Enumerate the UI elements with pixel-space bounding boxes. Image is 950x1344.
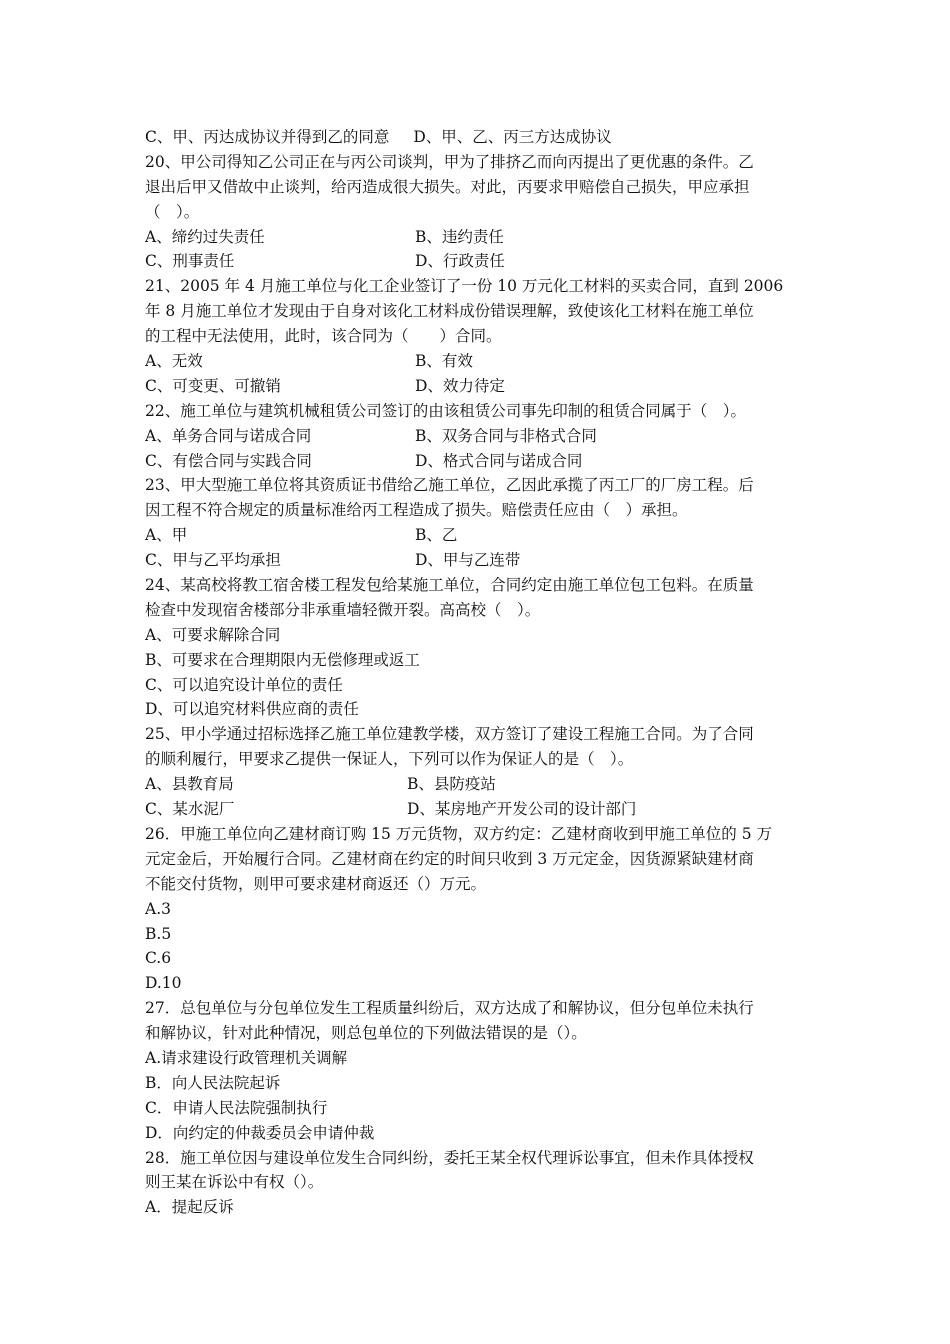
option-b: B．向人民法院起诉: [145, 1073, 281, 1092]
option-d: D、某房地产开发公司的设计部门: [407, 800, 637, 819]
question-27-stem-line: 27．总包单位与分包单位发生工程质量纠纷后，双方达成了和解协议，但分包单位未执行: [145, 999, 754, 1018]
option-d: D、甲与乙连带: [415, 551, 521, 570]
question-list: [145, 125, 810, 1220]
question-26-stem-line: 26．甲施工单位向乙建材商订购 15 万元货物，双方约定：乙建材商收到甲施工单位的 5 万: [145, 824, 773, 843]
option-c: C、甲与乙平均承担: [145, 551, 281, 570]
option-b: B、违约责任: [415, 227, 504, 246]
option-d: D.10: [145, 974, 182, 993]
options-row: [145, 374, 810, 399]
option-b: B、乙: [415, 526, 458, 545]
option-c: C、刑事责任: [145, 252, 235, 271]
options-row: [145, 449, 810, 474]
option-d: D、效力待定: [415, 376, 505, 395]
options-row: [145, 349, 810, 374]
option-b: B、有效: [415, 352, 473, 371]
question-23-stem-line: 因工程不符合规定的质量标准给丙工程造成了损失。赔偿责任应由（ ）承担。: [145, 501, 688, 520]
option-c: C、某水泥厂: [145, 800, 235, 819]
options-row: [145, 548, 810, 573]
option-b: B、双务合同与非格式合同: [415, 426, 597, 445]
question-28-stem-line: 28．施工单位因与建设单位发生合同纠纷，委托王某全权代理诉讼事宜，但未作具体授权: [145, 1148, 754, 1167]
option-b: B.5: [145, 924, 172, 943]
option-b: B、县防疫站: [407, 775, 496, 794]
option-d: D、甲、乙、丙三方达成协议: [413, 128, 612, 146]
option-a: A.请求建设行政管理机关调解: [145, 1048, 348, 1067]
question-21-stem-line: 年 8 月施工单位才发现由于自身对该化工材料成份错误理解，致使该化工材料在施工单位: [145, 302, 754, 321]
question-20-stem-line: 退出后甲又借故中止谈判，给丙造成很大损失。对此，丙要求甲赔偿自己损失，甲应承担: [145, 177, 750, 196]
option-c: C、甲、丙达成协议并得到乙的同意: [145, 128, 390, 146]
question-26-stem-line: 元定金后，开始履行合同。乙建材商在约定的时间只收到 3 万元定金，因货源紧缺建材商: [145, 849, 754, 868]
question-22-stem-line: 22、施工单位与建筑机械租赁公司签订的由该租赁公司事先印制的租赁合同属于（ ）。: [145, 401, 746, 420]
options-row: [145, 225, 810, 250]
option-a: A.3: [145, 899, 171, 918]
question-26-stem-line: 不能交付货物，则甲可要求建材商返还（）万元。: [145, 874, 487, 893]
options-row: [145, 772, 810, 797]
options-row: [145, 249, 810, 274]
question-24-stem-line: 检查中发现宿舍楼部分非承重墙轻微开裂。高高校（ ）。: [145, 600, 541, 619]
options-row: [145, 797, 810, 822]
option-c: C、可变更、可撤销: [145, 376, 281, 395]
option-a: A、单务合同与诺成合同: [145, 426, 312, 445]
option-a: A．提起反诉: [145, 1198, 234, 1217]
question-25-stem-line: 25、甲小学通过招标选择乙施工单位建教学楼，双方签订了建设工程施工合同。为了合同: [145, 725, 754, 744]
options-row: [145, 424, 810, 449]
option-c: C.6: [145, 949, 172, 968]
option-c: C．申请人民法院强制执行: [145, 1098, 328, 1117]
option-c: C、有偿合同与实践合同: [145, 451, 312, 470]
option-d: D、行政责任: [415, 252, 505, 271]
options-row: [145, 523, 810, 548]
options-row: [145, 125, 810, 150]
question-21-stem-line: 21、2005 年 4 月施工单位与化工企业签订了一份 10 万元化工材料的买卖合同，直到 2006: [145, 277, 784, 296]
question-23-stem-line: 23、甲大型施工单位将其资质证书借给乙施工单位，乙因此承揽了丙工厂的厂房工程。后: [145, 476, 754, 495]
option-a: A、甲: [145, 526, 188, 545]
option-a: A、缔约过失责任: [145, 227, 265, 246]
question-28-stem-line: 则王某在诉讼中有权（）。: [145, 1173, 324, 1192]
option-d: D、可以追究材料供应商的责任: [145, 700, 359, 719]
option-c: C、可以追究设计单位的责任: [145, 675, 343, 694]
question-25-stem-line: 的顺利履行，甲要求乙提供一保证人，下列可以作为保证人的是（ ）。: [145, 750, 634, 769]
option-a: A、无效: [145, 352, 203, 371]
option-a: A、可要求解除合同: [145, 625, 281, 644]
question-20-stem-line: （ ）。: [145, 202, 200, 221]
question-20-stem-line: 20、甲公司得知乙公司正在与丙公司谈判，甲为了排挤乙而向丙提出了更优惠的条件。乙: [145, 152, 754, 171]
question-27-stem-line: 和解协议，针对此种情况，则总包单位的下列做法错误的是（）。: [145, 1024, 587, 1043]
option-d: D．向约定的仲裁委员会申请仲裁: [145, 1123, 375, 1142]
question-21-stem-line: 的工程中无法使用，此时，该合同为（ ）合同。: [145, 327, 502, 346]
option-a: A、县教育局: [145, 775, 234, 794]
option-b: B、可要求在合理期限内无偿修理或返工: [145, 650, 420, 669]
question-24-stem-line: 24、某高校将教工宿舍楼工程发包给某施工单位，合同约定由施工单位包工包料。在质量: [145, 576, 754, 595]
option-d: D、格式合同与诺成合同: [415, 451, 583, 470]
